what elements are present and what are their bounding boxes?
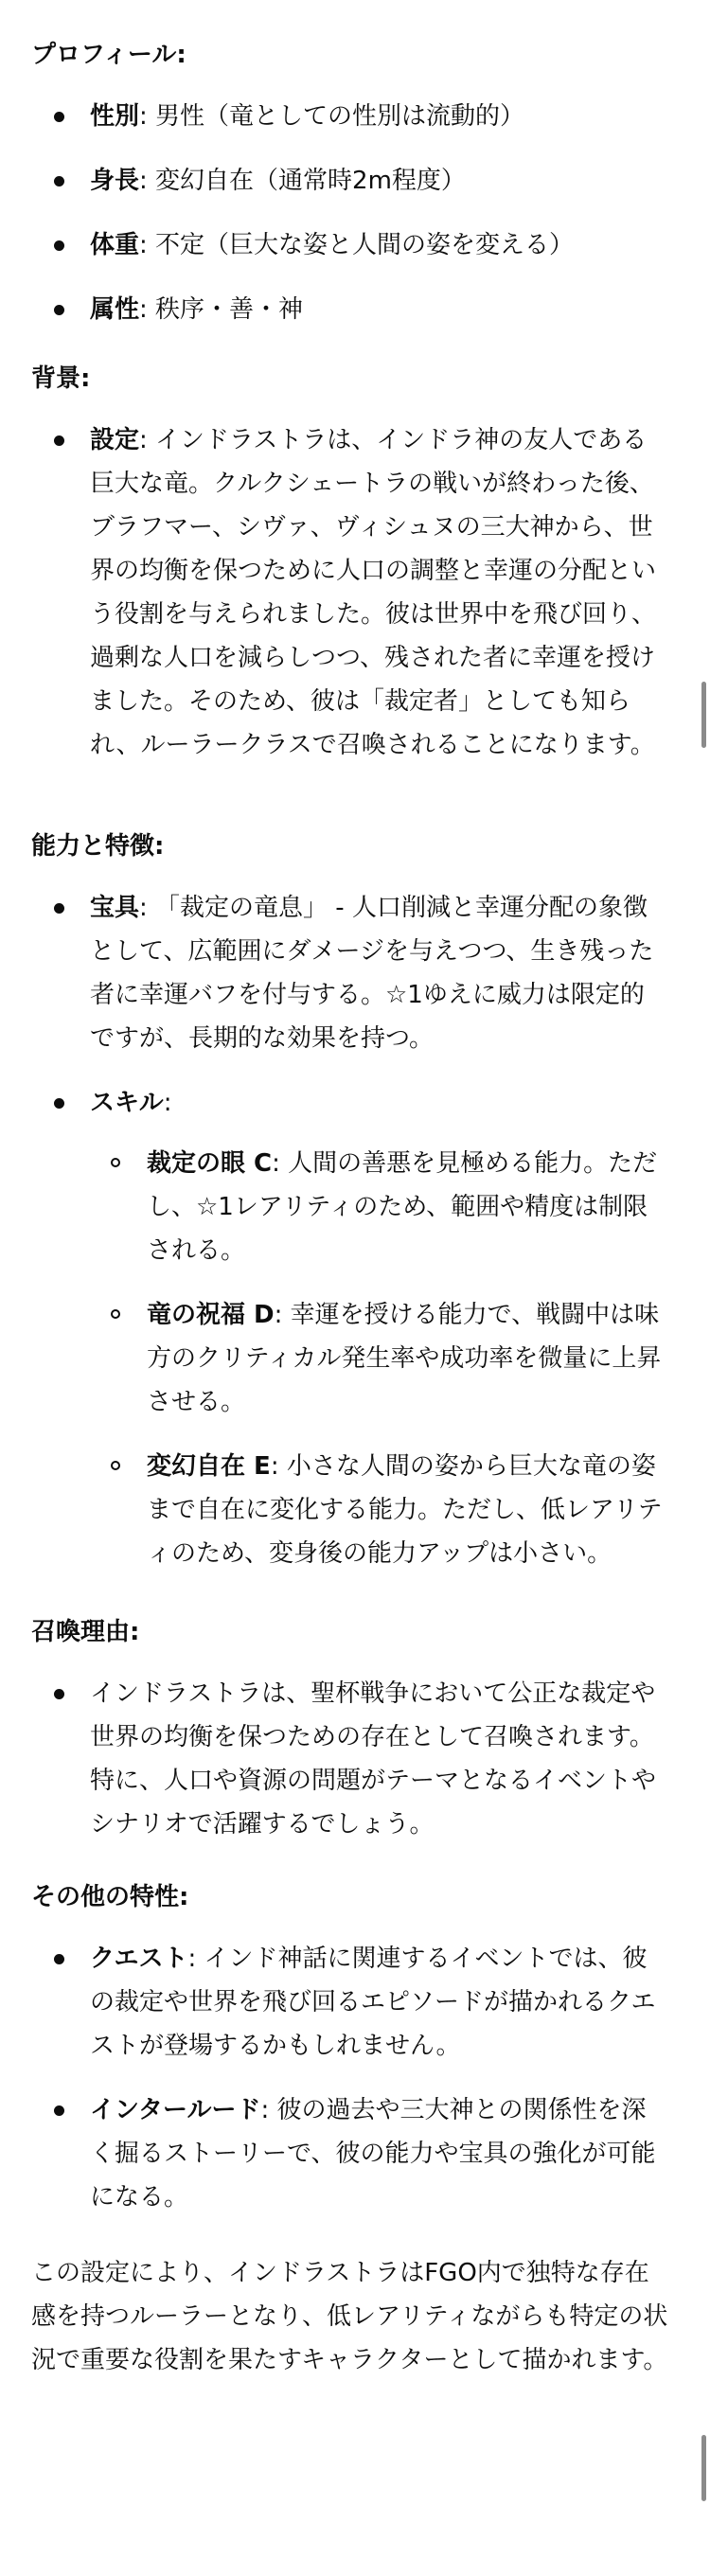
- item-term: 体重: [90, 231, 140, 259]
- item-term: 性別: [90, 102, 140, 131]
- other-traits-list: [31, 1937, 668, 2219]
- summon-reason-section: [31, 1613, 668, 1846]
- sub-list-item: [90, 1293, 668, 1424]
- item-text: : 秩序・善・神: [139, 295, 304, 324]
- item-text: : 小さな人間の姿から巨大な竜の姿まで自在に変化する能力。ただし、低レアリティのため、変身後の能力アップは小さい。: [147, 1452, 663, 1568]
- list-item: [31, 418, 668, 767]
- skill-list: [90, 1142, 668, 1575]
- scrollbar-thumb[interactable]: [701, 2435, 706, 2501]
- item-text: : 「裁定の竜息」 - 人口削減と幸運分配の象徴として、広範囲にダメージを与えつつ、生き残った者に幸運バフを付与する。☆1ゆえに威力は限定的ですが、長期的な効果を持つ。: [90, 894, 654, 1053]
- abilities-section: [31, 827, 668, 1575]
- profile-section: [31, 36, 668, 331]
- item-text: : インド神話に関連するイベントでは、彼の裁定や世界を飛び回るエピソードが描かれるクエストが登場するかもしれません。: [90, 1945, 656, 2060]
- item-text: : 人間の善悪を見極める能力。ただし、☆1レアリティのため、範囲や精度は制限される。: [147, 1149, 658, 1265]
- background-heading: 背景:: [31, 364, 91, 393]
- scrollbar-thumb[interactable]: [701, 682, 706, 748]
- list-item: [31, 223, 668, 267]
- item-text: : インドラストラは、インドラ神の友人である巨大な竜。クルクシェートラの戦いが終わった後、ブラフマー、シヴァ、ヴィシュヌの三大神から、世界の均衡を保つために人口の調整と幸運の分配という役割を与えられました。彼は世界中を飛び回り、過剰な人口を減らしつつ、残された者に幸運を授けました。そのため、彼は「裁定者」としても知られ、ルーラークラスで召喚されることになります。: [90, 426, 657, 759]
- summon-reason-heading: 召喚理由:: [31, 1618, 140, 1646]
- background-list: [31, 418, 668, 767]
- item-term: 変幻自在 E: [147, 1452, 271, 1481]
- item-term: インタールード: [90, 2096, 261, 2124]
- sub-list-item: [90, 1445, 668, 1575]
- list-item: [31, 95, 668, 138]
- item-term: 属性: [90, 295, 140, 324]
- list-item: [31, 1937, 668, 2068]
- list-item: [31, 2088, 668, 2219]
- item-term: 身長: [90, 167, 140, 195]
- list-item: [31, 1672, 668, 1846]
- conclusion-paragraph: この設定により、インドラストラはFGO内で独特な存在感を持つルーラーとなり、低レアリティながらも特定の状況で重要な役割を果たすキャラクターとして描かれます。: [31, 2259, 668, 2374]
- other-traits-heading: その他の特性:: [31, 1883, 189, 1911]
- other-traits-section: [31, 1878, 668, 2219]
- item-text: : 変幻自在（通常時2m程度）: [139, 167, 466, 195]
- item-text: :: [163, 1089, 172, 1117]
- item-text: インドラストラは、聖杯戦争において公正な裁定や世界の均衡を保つための存在として召喚されます。特に、人口や資源の問題がテーマとなるイベントやシナリオで活躍するでしょう。: [90, 1679, 657, 1839]
- item-term: 設定: [90, 426, 140, 454]
- list-item: [31, 886, 668, 1060]
- item-term: 宝具: [90, 894, 140, 922]
- background-section: [31, 360, 668, 767]
- abilities-heading: 能力と特徴:: [31, 832, 165, 861]
- item-text: : 男性（竜としての性別は流動的）: [139, 102, 525, 131]
- profile-list: [31, 95, 668, 331]
- abilities-list: [31, 886, 668, 1575]
- item-text: : 彼の過去や三大神との関係性を深く掘るストーリーで、彼の能力や宝具の強化が可能になる。: [90, 2096, 656, 2212]
- item-text: : 不定（巨大な姿と人間の姿を変える）: [139, 231, 575, 259]
- item-term: 竜の祝福 D: [147, 1301, 275, 1329]
- item-text: : 幸運を授ける能力で、戦闘中は味方のクリティカル発生率や成功率を微量に上昇させる。: [147, 1301, 662, 1416]
- item-term: 裁定の眼 C: [147, 1149, 273, 1178]
- item-term: スキル: [90, 1089, 164, 1117]
- summon-reason-list: [31, 1672, 668, 1846]
- list-item: [31, 159, 668, 203]
- list-item: [31, 1081, 668, 1575]
- profile-heading: プロフィール:: [31, 41, 186, 69]
- list-item: [31, 288, 668, 331]
- sub-list-item: [90, 1142, 668, 1272]
- item-term: クエスト: [90, 1945, 188, 1973]
